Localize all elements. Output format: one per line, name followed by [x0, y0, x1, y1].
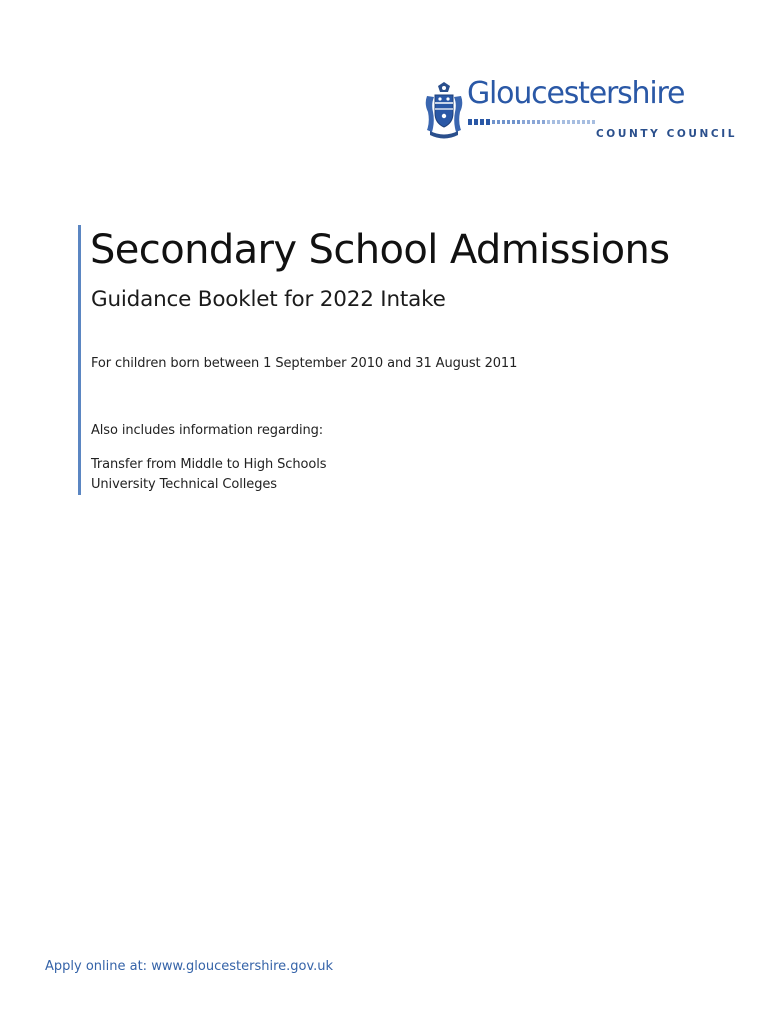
logo-subtitle: COUNTY COUNCIL [596, 128, 738, 140]
also-includes-item: Transfer from Middle to High Schools [91, 457, 327, 472]
also-includes-heading: Also includes information regarding: [91, 423, 324, 438]
council-logo [424, 76, 738, 144]
cover-content [78, 225, 718, 495]
also-includes-item: University Technical Colleges [91, 477, 277, 492]
accent-bar [78, 225, 81, 495]
page-title: Secondary School Admissions [90, 227, 670, 273]
logo-wordmark: Gloucestershire [467, 76, 685, 111]
logo-pattern-strip [468, 118, 718, 126]
apply-online-text: Apply online at: www.gloucestershire.gov.uk [45, 959, 334, 974]
eligibility-text: For children born between 1 September 2010 and 31 August 2011 [91, 356, 518, 371]
page-subtitle: Guidance Booklet for 2022 Intake [91, 287, 446, 312]
county-crest-icon [424, 82, 464, 140]
